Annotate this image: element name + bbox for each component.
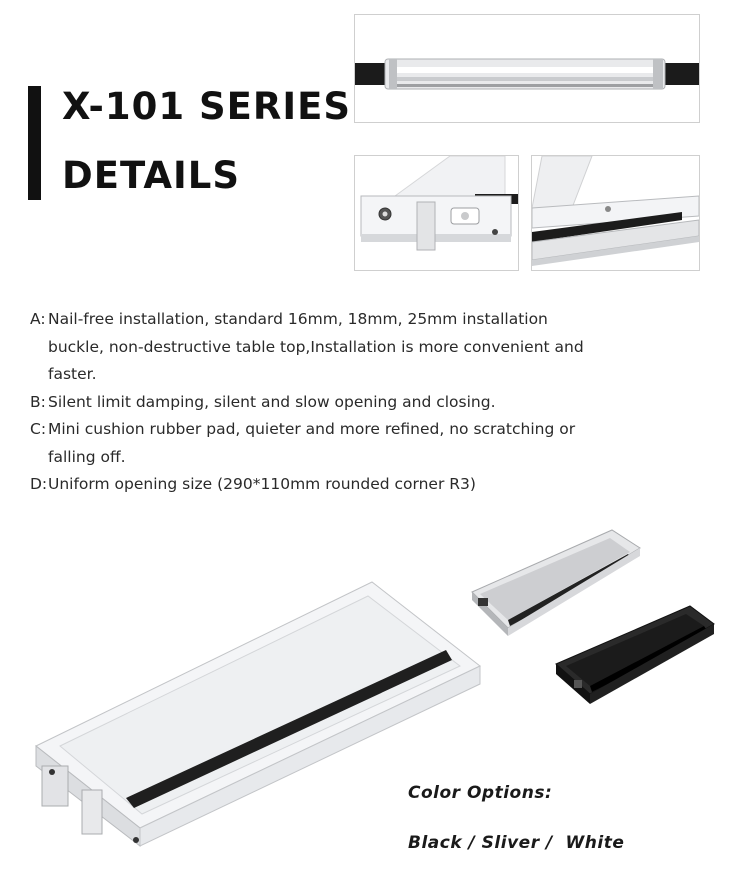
feature-key: D: [30,475,48,493]
detail-photo-buckle [354,155,519,271]
detail-photo-profile [354,14,700,123]
feature-list [30,306,590,499]
title-accent-bar [28,86,41,200]
color-options-label: Color Options: [408,783,553,803]
product-silver [472,530,640,636]
feature-text: Uniform opening size (290*110mm rounded corner R3) [48,475,476,493]
product-illustrations [0,520,750,893]
product-black [556,606,714,704]
color-options-values: Black / Sliver / White [408,833,625,853]
page-title: X-101 SERIES [62,85,352,128]
feature-key: A: [30,310,46,328]
detail-photo-hinge [531,155,700,271]
page-subtitle: DETAILS [62,154,240,197]
feature-key: B: [30,392,46,411]
feature-text: Nail-free installation, standard 16mm, 18mm, 25mm installation buckle, non-destructive table top,Installation is more convenient and faster. [48,310,584,383]
feature-text: Mini cushion rubber pad, quieter and more refined, no scratching or falling off. [48,420,576,466]
feature-item-d [30,471,590,499]
feature-text: Silent limit damping, silent and slow opening and closing. [48,392,496,411]
feature-item-c [30,416,590,471]
feature-key: C: [30,420,47,438]
product-white [36,582,480,846]
feature-item-b [30,389,590,417]
feature-item-a [30,306,590,389]
